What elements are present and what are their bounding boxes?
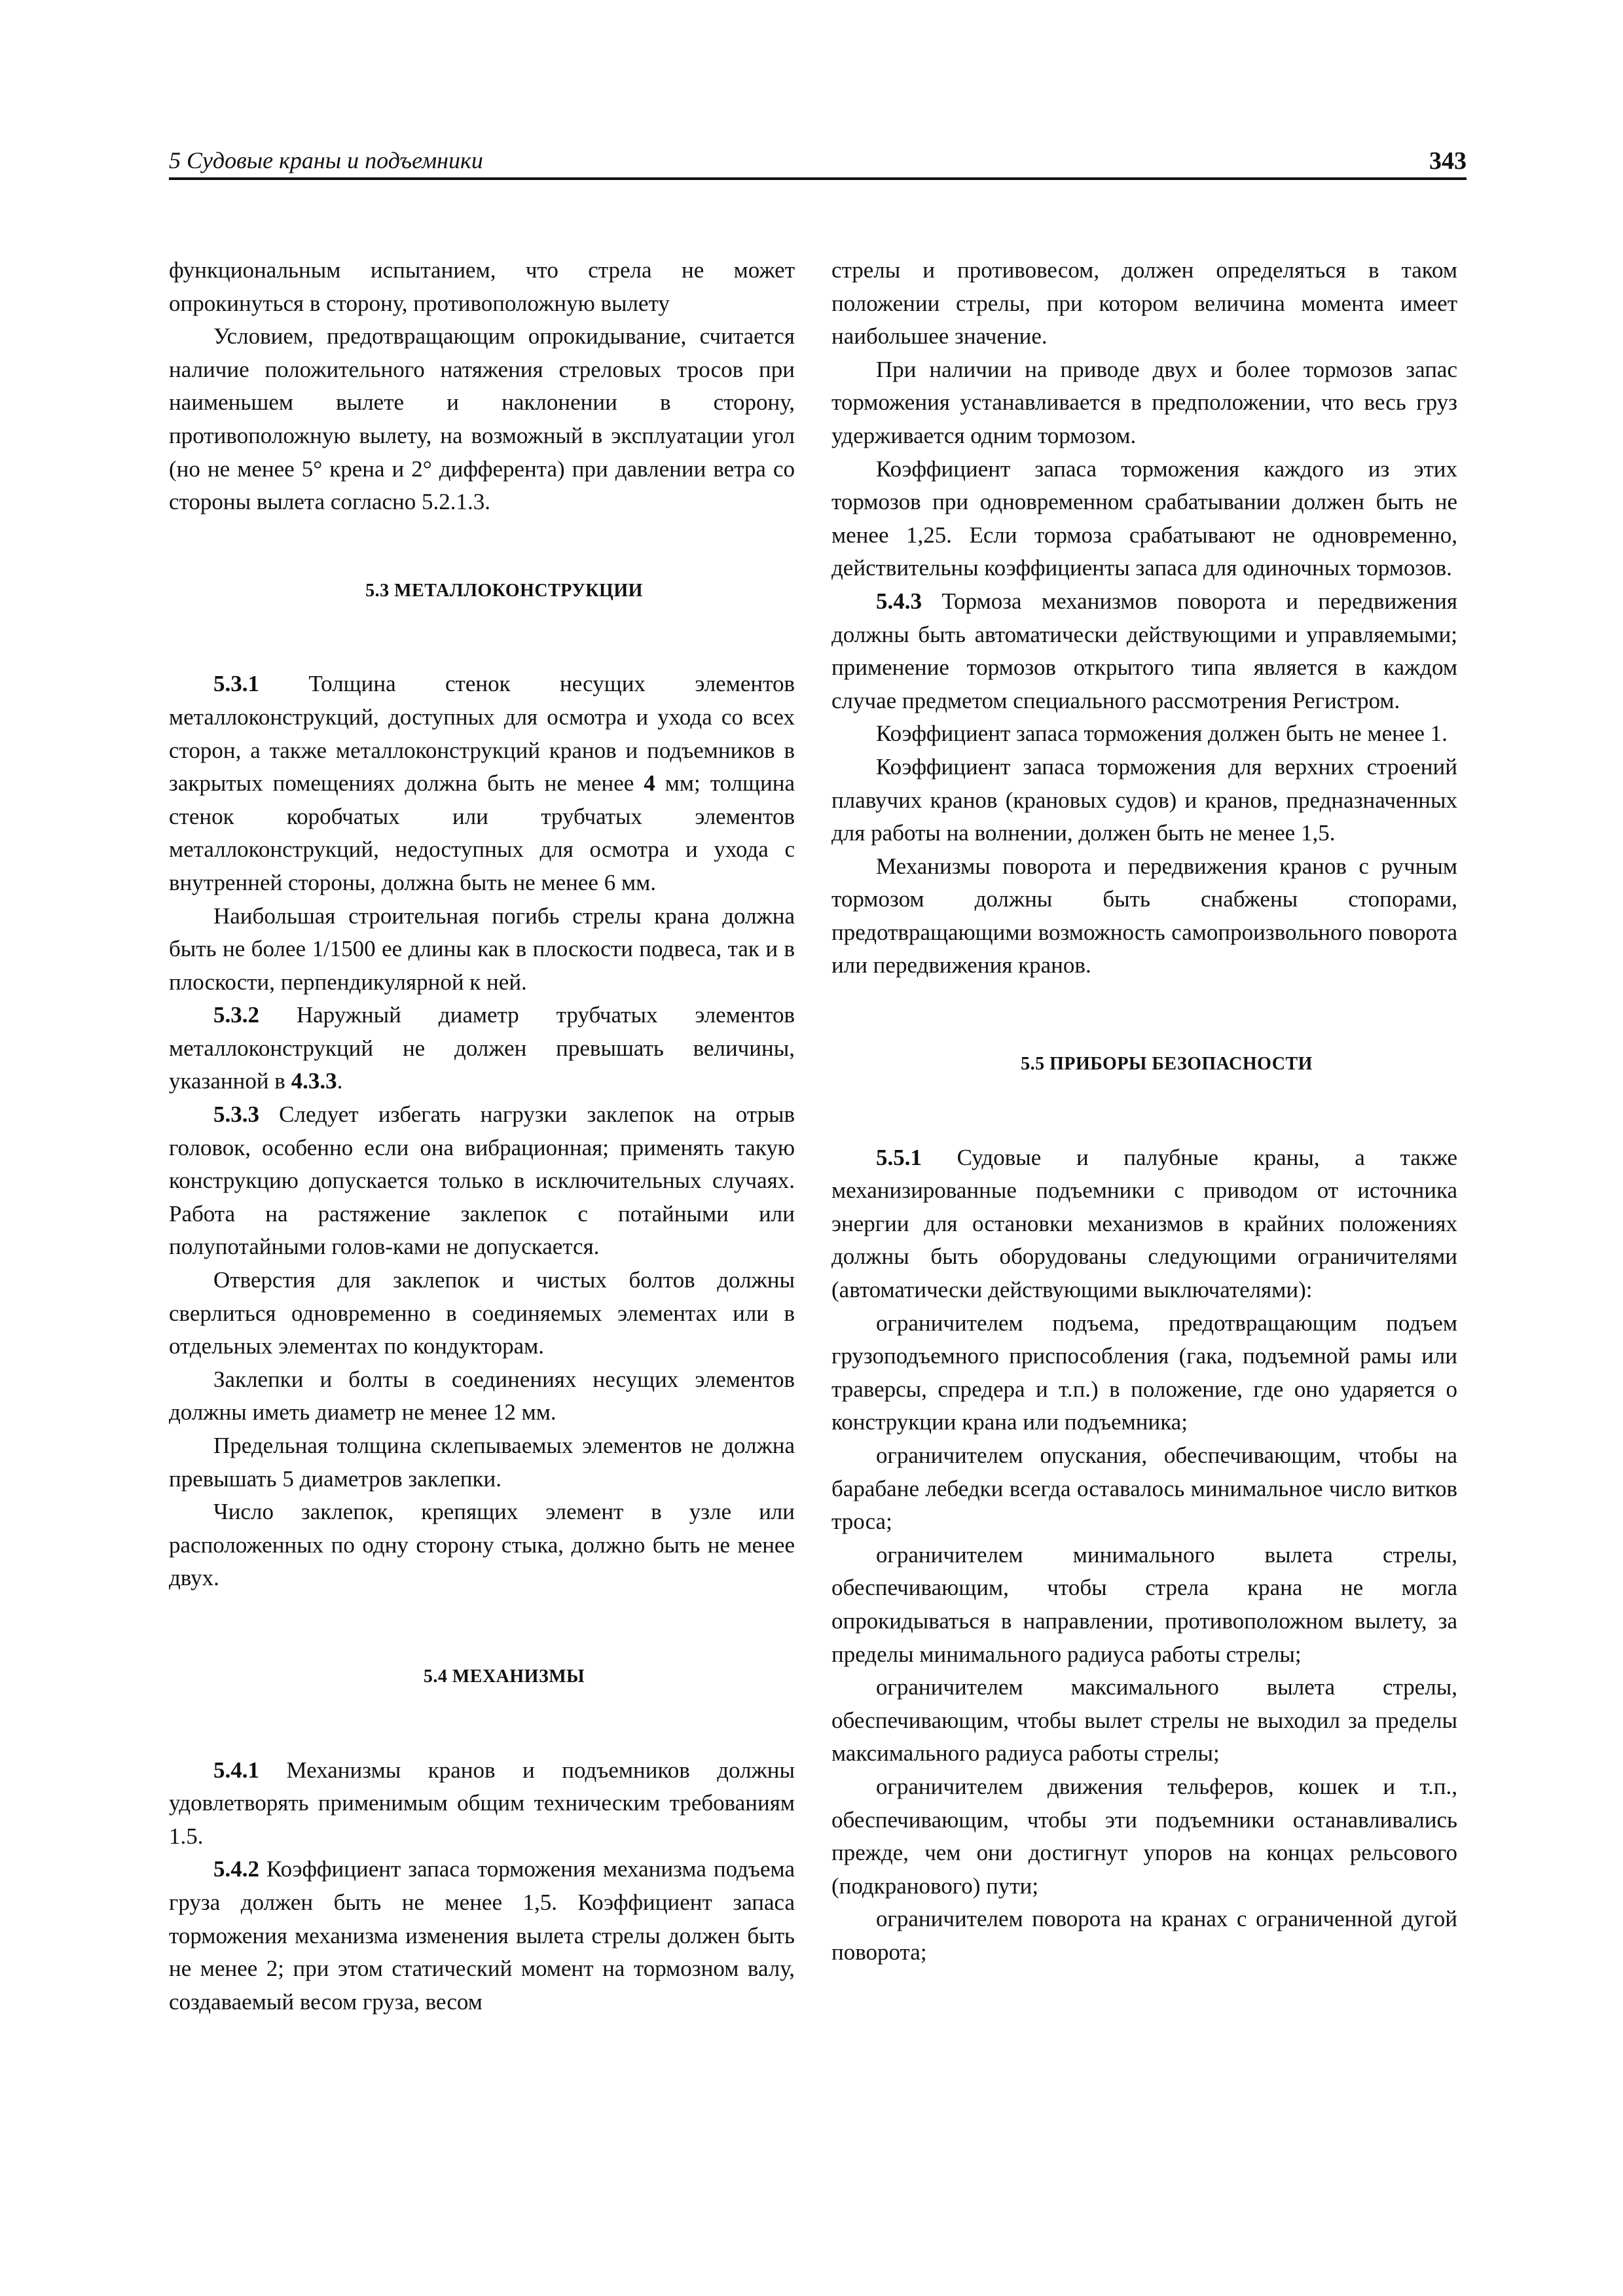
left-column: [169, 254, 795, 2217]
list-item: ограничителем минимального вылета стрелы, обеспечивающим, чтобы стрела крана не могла опрокидываться в направлении, противоположном вылету, за пределы минимального радиуса работы стрелы;: [831, 1541, 1457, 1667]
list-item: ограничителем максимального вылета стрелы, обеспечивающим, чтобы вылет стрелы не выходил за пределы максимального радиуса работы стрелы;: [831, 1674, 1457, 1767]
clause-number: 5.5.1: [876, 1144, 922, 1170]
header-rule: [169, 177, 1467, 180]
page-number: 343: [1429, 147, 1467, 175]
paragraph: Условием, предотвращающим опрокидывание, считается наличие положительного натяжения стреловых тросов при наименьшем вылете и наклонении в сторону, противоположную вылету, на возможный в эксплуатации угол (но не менее 5° крена и 2° дифферента) при давлении ветра со стороны вылета согласно 5.2.1.3.: [169, 323, 795, 515]
bold-value: 4: [644, 770, 655, 797]
section-title-5-5: 5.5 ПРИБОРЫ БЕЗОПАСНОСТИ: [1021, 1054, 1313, 1075]
paragraph-5-3-1: [169, 668, 795, 899]
list-item: ограничителем опускания, обеспечивающим, чтобы на барабане лебедки всегда оставалось минимальное число витков троса;: [831, 1443, 1457, 1535]
paragraph: Механизмы поворота и передвижения кранов с ручным тормозом должны быть снабжены стопорами, предотвращающими возможность самопроизвольного поворота или передвижения кранов.: [831, 853, 1457, 978]
list-item: ограничителем движения тельферов, кошек и т.п., обеспечивающим, чтобы эти подъемники останавливались прежде, чем они достигнут упоров на концах рельсового (подкранового) пути;: [831, 1773, 1457, 1899]
clause-number: 5.3.1: [213, 671, 259, 697]
clause-text: Следует избегать нагрузки заклепок на отрыв головок, особенно если она вибрационная; применять такую конструкцию допускается только в исключительных случаях. Работа на растяжение заклепок с потайными или полупотайными голов-ками не допускается.: [169, 1102, 795, 1260]
clause-reference: 4.3.3: [291, 1068, 337, 1094]
chapter-title: 5 Судовые краны и подъемники: [169, 147, 483, 173]
clause-number: 5.3.2: [213, 1002, 259, 1028]
right-column: [831, 254, 1457, 2217]
list-item: ограничителем поворота на кранах с ограниченной дугой поворота;: [831, 1906, 1457, 1965]
paragraph: Коэффициент запаса торможения должен быть не менее 1.: [876, 721, 1448, 747]
page-header: [169, 145, 1467, 178]
paragraph-5-4-3: [831, 585, 1457, 717]
clause-text: Механизмы кранов и подъемников должны удовлетворять применимым общим техническим требованиям 1.5.: [169, 1757, 795, 1849]
clause-text: Наружный диаметр трубчатых элементов металлоконструкций не должен превышать величины, указанной в: [169, 1002, 795, 1094]
clause-text: Толщина стенок несущих элементов металлоконструкций, доступных для осмотра и ухода со всех сторон, а также металлоконструкций кранов и подъемников в закрытых помещениях должна быть не менее: [169, 671, 795, 797]
paragraph: стрелы и противовесом, должен определяться в таком положении стрелы, при котором величина момента имеет наибольшее значение.: [831, 257, 1457, 350]
paragraph: Заклепки и болты в соединениях несущих элементов должны иметь диаметр не менее 12 мм.: [169, 1366, 795, 1426]
list-item: ограничителем подъема, предотвращающим подъем грузоподъемного приспособления (гака, подъемной рамы или траверсы, спредера и т.п.) в положение, где оно ударяется о конструкции крана или подъемника;: [831, 1310, 1457, 1435]
clause-text: Коэффициент запаса торможения механизма подъема груза должен быть не менее 1,5. Коэффициент запаса торможения механизма изменения вылета стрелы должен быть не менее 2; при этом статический момент на тормозном валу, создаваемый весом груза, весом: [169, 1856, 795, 2015]
paragraph: Число заклепок, крепящих элемент в узле или расположенных по одну сторону стыка, должно быть не менее двух.: [169, 1499, 795, 1591]
paragraph-5-4-2: [169, 1853, 795, 2018]
section-title-5-3: 5.3 МЕТАЛЛОКОНСТРУКЦИИ: [365, 580, 643, 601]
paragraph-5-3-2: [169, 999, 795, 1098]
paragraph-5-5-1: [831, 1141, 1457, 1307]
clause-number: 5.4.2: [213, 1856, 259, 1882]
paragraph: Коэффициент запаса торможения каждого из этих тормозов при одновременном срабатывании должен быть не менее 1,25. Если тормоза срабатывают не одновременно, действительны коэффициенты запаса для одиночных тормозов.: [831, 456, 1457, 581]
clause-text: Тормоза механизмов поворота и передвижения должны быть автоматически действующими и управляемыми; применение тормозов открытого типа является в каждом случае предметом специального рассмотрения Регистром.: [831, 588, 1457, 713]
clause-text: мм; толщина стенок коробчатых или трубчатых элементов металлоконструкций, недоступных для осмотра и ухода с внутренней стороны, должна быть не менее 6 мм.: [169, 770, 795, 895]
paragraph: Коэффициент запаса торможения для верхних строений плавучих кранов (крановых судов) и кранов, предназначенных для работы на волнении, должен быть не менее 1,5.: [831, 753, 1457, 846]
clause-number: 5.3.3: [213, 1102, 259, 1128]
paragraph: При наличии на приводе двух и более тормозов запас торможения устанавливается в предположении, что весь груз удерживается одним тормозом.: [831, 356, 1457, 448]
paragraph-5-3-3: [169, 1098, 795, 1264]
section-title-5-4: 5.4 МЕХАНИЗМЫ: [423, 1666, 585, 1687]
paragraph: функциональным испытанием, что стрела не может опрокинуться в сторону, противоположную вылету: [169, 257, 795, 316]
paragraph: Предельная толщина склепываемых элементов не должна превышать 5 диаметров заклепки.: [169, 1433, 795, 1492]
clause-number: 5.4.3: [876, 588, 922, 614]
paragraph: Отверстия для заклепок и чистых болтов должны сверлиться одновременно в соединяемых элементах или в отдельных элементах по кондукторам.: [169, 1267, 795, 1359]
clause-number: 5.4.1: [213, 1757, 259, 1783]
clause-text: .: [337, 1068, 343, 1094]
paragraph-5-4-1: [169, 1754, 795, 1854]
paragraph: Наибольшая строительная погибь стрелы крана должна быть не более 1/1500 ее длины как в плоскости подвеса, так и в плоскости, перпендикулярной к ней.: [169, 903, 795, 995]
clause-text: Судовые и палубные краны, а также механизированные подъемники с приводом от источника энергии для остановки механизмов в крайних положениях должны быть оборудованы следующими ограничителями (автоматически действующими выключателями):: [831, 1144, 1457, 1303]
